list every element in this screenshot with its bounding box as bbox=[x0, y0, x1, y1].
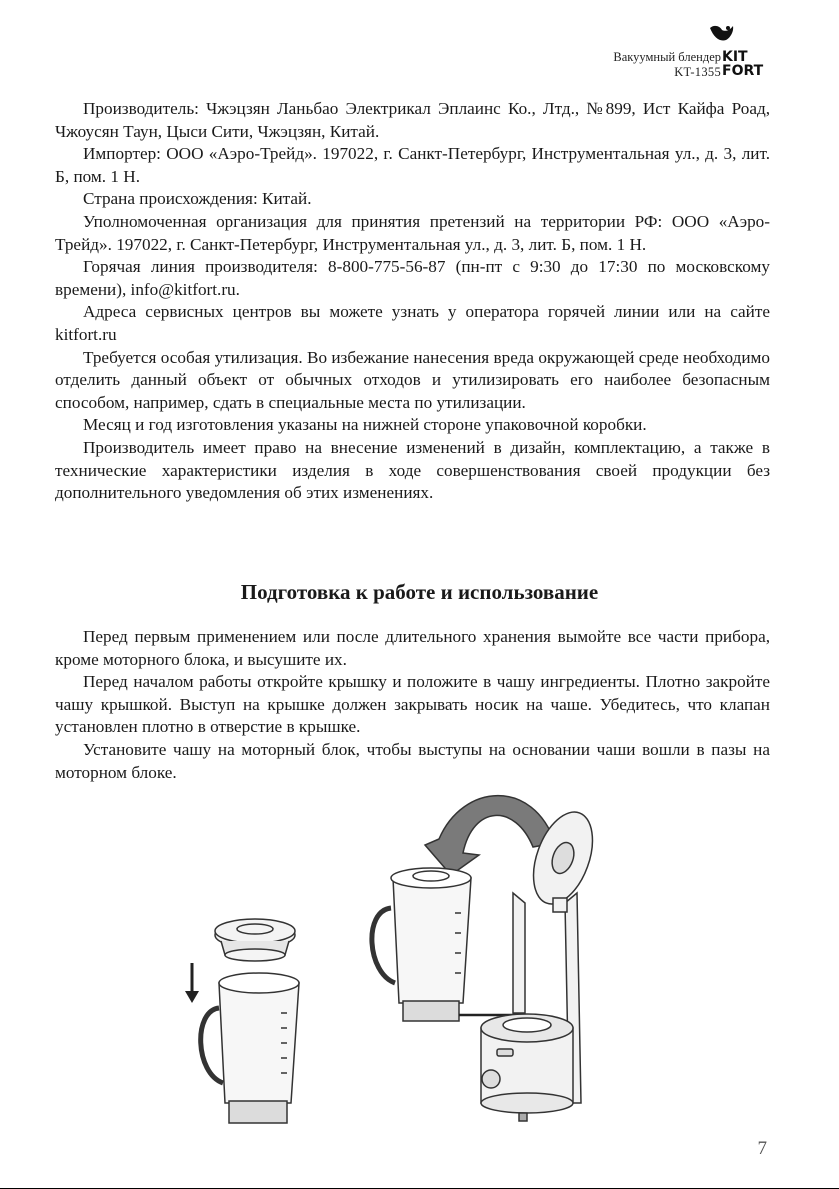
paragraph-production-date: Месяц и год изготовления указаны на нижней стороне упаковочной коробки. bbox=[83, 415, 647, 435]
lid-icon bbox=[215, 919, 295, 961]
paragraph-authorized-org: Уполномоченная организация для принятия претензий на территории РФ: ООО «Аэро-Трейд». 197022, г. Санкт-Петербург, Инструментальная ул., д. 3, лит. Б, пом. 1 Н. bbox=[55, 211, 770, 254]
paragraph-hotline: Горячая линия производителя: 8-800-775-56-87 (пн-пт с 9:30 до 17:30 по московскому времени), info@kitfort.ru. bbox=[55, 257, 770, 299]
page-header bbox=[0, 0, 839, 100]
logo-line-2: FORT bbox=[722, 63, 764, 79]
paragraph-install-bowl: Установите чашу на моторный блок, чтобы выступы на основании чаши вошли в пазы на моторном блоке. bbox=[55, 739, 770, 782]
paragraph-close-lid: Перед началом работы откройте крышку и положите в чашу ингредиенты. Плотно закройте чашу крышкой. Выступ на крышке должен закрывать носик на чаше. Убедитесь, что клапан установлен плотно в отверстие в крышке. bbox=[55, 672, 770, 737]
paragraph-wash-parts: Перед первым применением или после длительного хранения вымойте все части прибора, кроме моторного блока, и высушите их. bbox=[55, 627, 770, 669]
section-title: Подготовка к работе и использование bbox=[240, 580, 599, 604]
kitfort-logo-text bbox=[722, 50, 763, 78]
preparation-section bbox=[55, 626, 770, 784]
blender-assembly-illustration bbox=[163, 783, 635, 1151]
paragraph-importer: Импортер: ООО «Аэро-Трейд». 197022, г. Санкт-Петербург, Инструментальная ул., д. 3, лит. Б, пом. 1 Н. bbox=[55, 144, 770, 186]
paragraph-changes-right: Производитель имеет право на внесение изменений в дизайн, комплектацию, а также в технические характеристики изделия в ходе совершенствования своей продукции без дополнительного уведомления об этих изменениях. bbox=[55, 437, 770, 503]
model-number: KT-1355 bbox=[674, 65, 721, 79]
product-name: Вакуумный блендер bbox=[613, 50, 721, 64]
manufacturer-info bbox=[55, 98, 770, 505]
logo-line-1: KIT bbox=[722, 49, 748, 65]
paragraph-manufacturer: Производитель: Чжэцзян Ланьбао Электрикал Эплаинс Ко., Лтд., №899, Ист Кайфа Роад, Чжоусян Таун, Цыси Сити, Чжэцзян, Китай. bbox=[55, 99, 770, 141]
paragraph-country: Страна происхождения: Китай. bbox=[83, 189, 312, 209]
paragraph-disposal: Требуется особая утилизация. Во избежание нанесения вреда окружающей среде необходимо отделить данный объект от обычных отходов и утилизировать его наиболее безопасным способом, например, сдать в специальные места по утилизации. bbox=[55, 347, 770, 412]
paragraph-service-centers: Адреса сервисных центров вы можете узнать у оператора горячей линии или на сайте kitfort.ru bbox=[55, 302, 770, 344]
page-number: 7 bbox=[757, 1138, 767, 1159]
